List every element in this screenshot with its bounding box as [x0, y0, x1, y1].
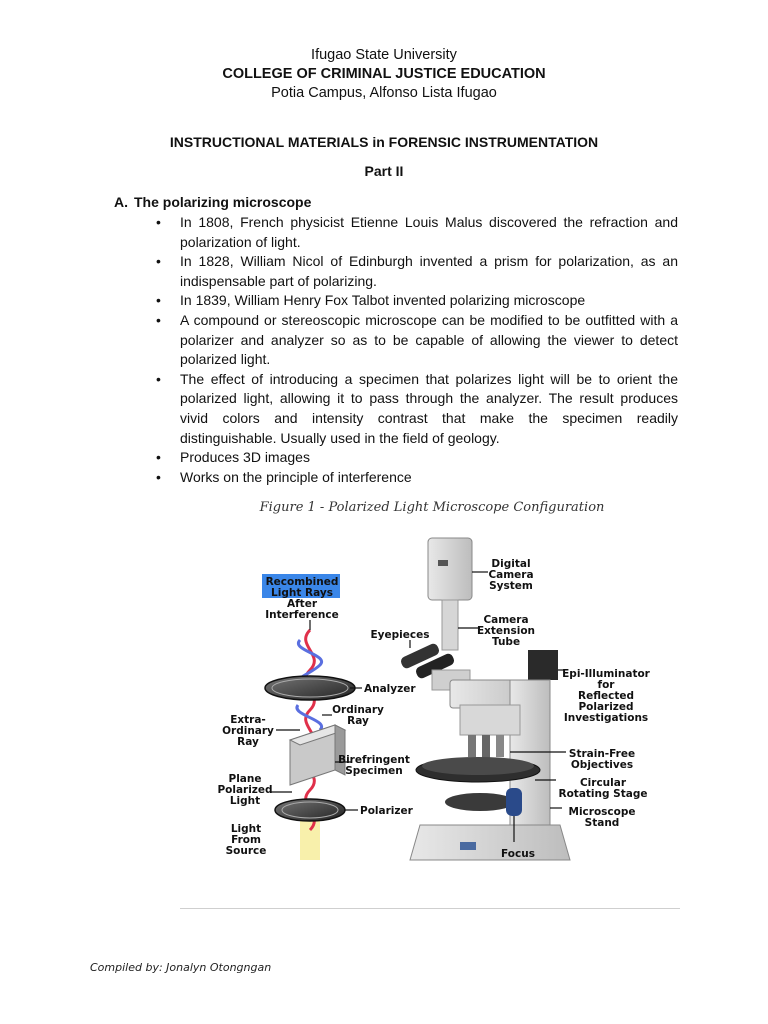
campus-name: Potia Campus, Alfonso Lista Ifugao — [271, 85, 497, 101]
camera-extension-tube — [442, 600, 458, 650]
label-digital-camera: Digital — [491, 558, 531, 570]
focus-knob — [506, 788, 522, 816]
bullet-item: • In 1808, French physicist Etienne Louis Malus discovered the refraction and polarization of light. — [154, 213, 678, 252]
label-epi-illuminator: Epi-Illuminator — [562, 668, 650, 680]
bullet-item: • The effect of introducing a specimen that polarizes light will be to orient the polarized light, allowing it to pass through the analyzer. The result produces vivid colors and intensity contrast that make the specimen readily distinguishable. Usually used in the field of geology. — [154, 370, 678, 448]
analyzer-disc — [265, 676, 355, 700]
objective — [482, 735, 490, 759]
university-name: Ifugao State University — [311, 47, 457, 63]
label-rotating-stage: Rotating Stage — [558, 788, 648, 800]
document-header — [0, 46, 768, 103]
label-camera-extension: Extension — [476, 625, 536, 637]
digital-camera-body — [428, 538, 472, 600]
section-heading — [114, 194, 311, 210]
label-plane-polarized: Light — [229, 795, 261, 807]
label-strain-free-objectives: Strain-Free — [568, 748, 636, 760]
part-heading: Part II — [364, 163, 404, 179]
condenser-polarizer — [445, 793, 515, 811]
microscope-figure — [210, 530, 660, 870]
label-epi-illuminator: Reflected — [578, 690, 634, 702]
bullet-item: • A compound or stereoscopic microscope can be modified to be outfitted with a polarizer and analyzer so as to be capable of allowing the viewer to detect polarized light. — [154, 311, 678, 370]
label-plane-polarized: Polarized — [217, 784, 273, 796]
microscope-illustration — [399, 538, 570, 860]
label-ordinary-ray: Ordinary — [332, 704, 384, 716]
label-plane-polarized: Plane — [228, 773, 262, 785]
label-microscope-stand: Stand — [584, 817, 620, 829]
microscope-base — [410, 825, 570, 860]
label-epi-illuminator: Investigations — [563, 712, 649, 724]
label-camera-extension: Camera — [483, 614, 529, 626]
label-extraordinary-ray: Ordinary — [222, 725, 274, 737]
document-title: INSTRUCTIONAL MATERIALS in FORENSIC INSTRUMENTATION — [169, 134, 599, 150]
bullet-item: • Produces 3D images — [154, 448, 678, 468]
label-birefringent-specimen: Birefringent — [338, 754, 410, 766]
section-letter: A. — [114, 194, 128, 210]
label-digital-camera: System — [489, 580, 533, 592]
label-recombined: Interference — [265, 609, 339, 621]
label-polarizer: Polarizer — [360, 805, 413, 817]
label-extraordinary-ray: Ray — [237, 736, 259, 748]
section-title: The polarizing microscope — [134, 194, 312, 210]
label-extraordinary-ray: Extra- — [230, 714, 266, 726]
college-name: COLLEGE OF CRIMINAL JUSTICE EDUCATION — [222, 66, 546, 82]
label-focus: Focus — [501, 848, 535, 860]
label-recombined: Light Rays — [271, 587, 333, 599]
epi-illuminator-box — [528, 650, 558, 680]
objective — [496, 735, 504, 757]
label-camera-extension: Tube — [491, 636, 521, 648]
label-digital-camera: Camera — [488, 569, 534, 581]
label-eyepieces: Eyepieces — [370, 629, 430, 641]
label-strain-free-objectives: Objectives — [570, 759, 634, 771]
label-rotating-stage: Circular — [579, 777, 627, 789]
label-microscope-stand: Microscope — [568, 806, 636, 818]
label-epi-illuminator: for — [597, 679, 615, 691]
label-ordinary-ray: Ray — [347, 715, 369, 727]
nosepiece — [460, 705, 520, 735]
label-light-source: Light — [230, 823, 262, 835]
label-light-source: From — [231, 834, 261, 846]
bullet-list — [154, 213, 678, 487]
label-birefringent-specimen: Specimen — [345, 765, 403, 777]
label-recombined: Recombined — [265, 576, 339, 588]
figure-caption: Figure 1 - Polarized Light Microscope Configuration — [259, 500, 605, 515]
objective — [468, 735, 476, 757]
bullet-item: • In 1828, William Nicol of Edinburgh invented a prism for polarization, as an indispensable part of polarizing. — [154, 252, 678, 291]
bullet-item: • In 1839, William Henry Fox Talbot invented polarizing microscope — [154, 291, 678, 311]
label-epi-illuminator: Polarized — [578, 701, 634, 713]
label-light-source: Source — [225, 845, 267, 857]
light-source-beam — [300, 820, 320, 860]
footer-credit: Compiled by: Jonalyn Otongngan — [90, 961, 272, 974]
light-path-diagram — [265, 630, 355, 860]
bullet-item: • Works on the principle of interference — [154, 468, 678, 488]
label-analyzer: Analyzer — [364, 683, 416, 695]
footer-divider — [180, 908, 680, 909]
label-recombined: After — [286, 598, 318, 610]
